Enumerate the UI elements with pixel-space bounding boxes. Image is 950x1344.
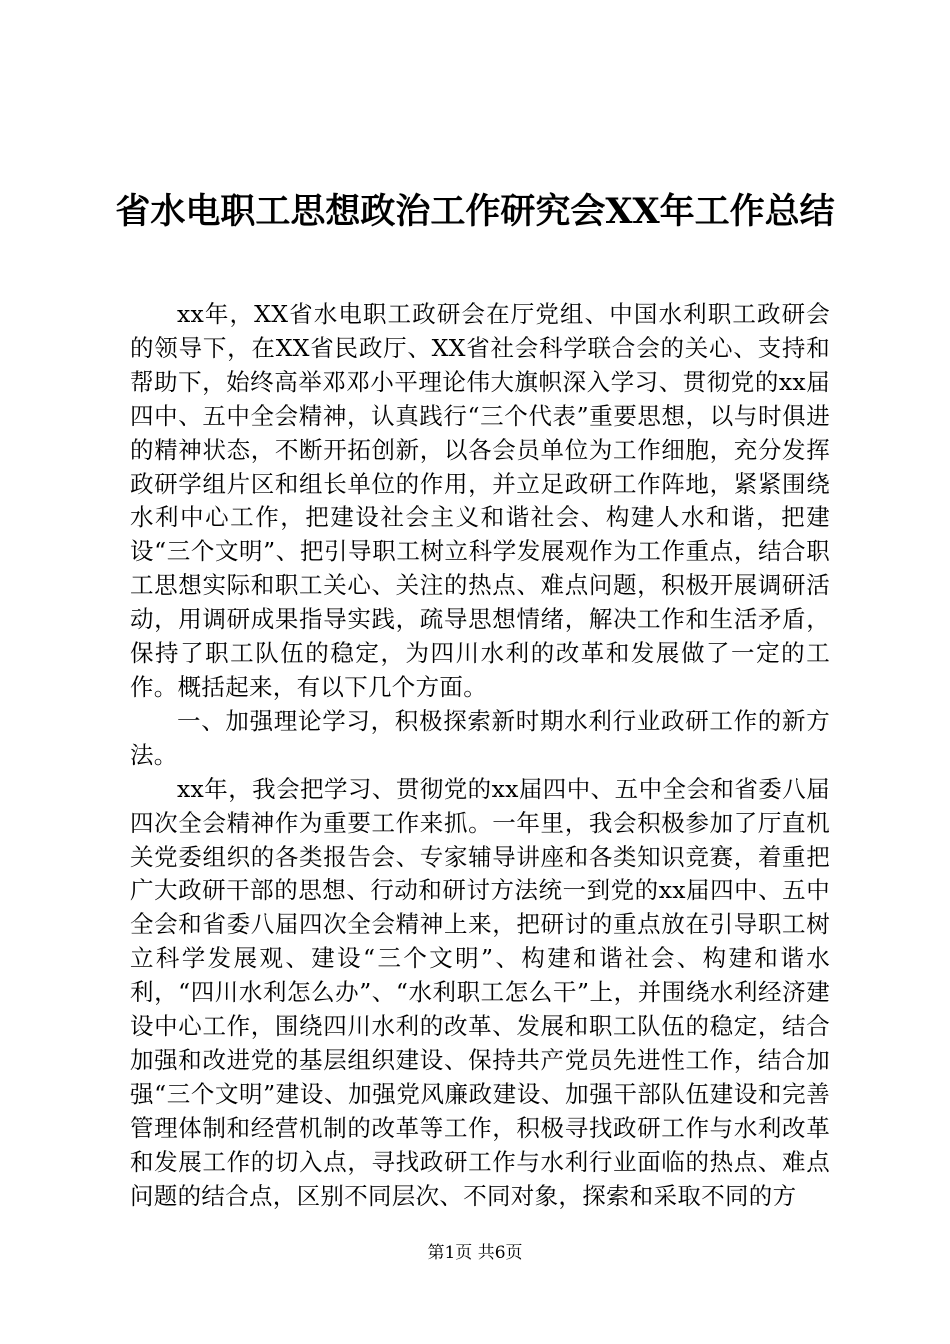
section-heading-1: 一、加强理论学习，积极探索新时期水利行业政研工作的新方法。: [130, 706, 830, 769]
document-title: 省水电职工思想政治工作研究会XX年工作总结: [115, 191, 835, 232]
paragraph-intro: xx年，XX省水电职工政研会在厅党组、中国水利职工政研会的领导下，在XX省民政厅、XX省社会科学联合会的关心、支持和帮助下，始终高举邓邓小平理论伟大旗帜深入学习、贯彻党的xx届四中、五中全会精神，认真践行“三个代表”重要思想，以与时俱进的精神状态，不断开拓创新，以各会员单位为工作细胞，充分发挥政研学组片区和组长单位的作用，并立足政研工作阵地，紧紧围绕水利中心工作，把建设社会主义和谐社会、构建人水和谐，把建设“三个文明”、把引导职工树立科学发展观作为工作重点，结合职工思想实际和职工关心、关注的热点、难点问题，积极开展调研活动，用调研成果指导实践，疏导思想情绪，解决工作和生活矛盾，保持了职工队伍的稳定，为四川水利的改革和发展做了一定的工作。概括起来，有以下几个方面。: [130, 300, 830, 701]
page-footer: 第1页 共6页: [427, 1243, 523, 1263]
document-body: [130, 298, 830, 1213]
paragraph-section-1: xx年，我会把学习、贯彻党的xx届四中、五中全会和省委八届四次全会精神作为重要工作来抓。一年里，我会积极参加了厅直机关党委组织的各类报告会、专家辅导讲座和各类知识竞赛，着重把广大政研干部的思想、行动和研讨方法统一到党的xx届四中、五中全会和省委八届四次全会精神上来，把研讨的重点放在引导职工树立科学发展观、建设“三个文明”、构建和谐社会、构建和谐水利，“四川水利怎么办”、“水利职工怎么干”上，并围绕水利经济建设中心工作，围绕四川水利的改革、发展和职工队伍的稳定，结合加强和改进党的基层组织建设、保持共产党员先进性工作，结合加强“三个文明”建设、加强党风廉政建设、加强干部队伍建设和完善管理体制和经营机制的改革等工作，积极寻找政研工作与水利改革和发展工作的切入点，寻找政研工作与水利行业面临的热点、难点问题的结合点，区别不同层次、不同对象，探索和采取不同的方: [130, 774, 830, 1210]
